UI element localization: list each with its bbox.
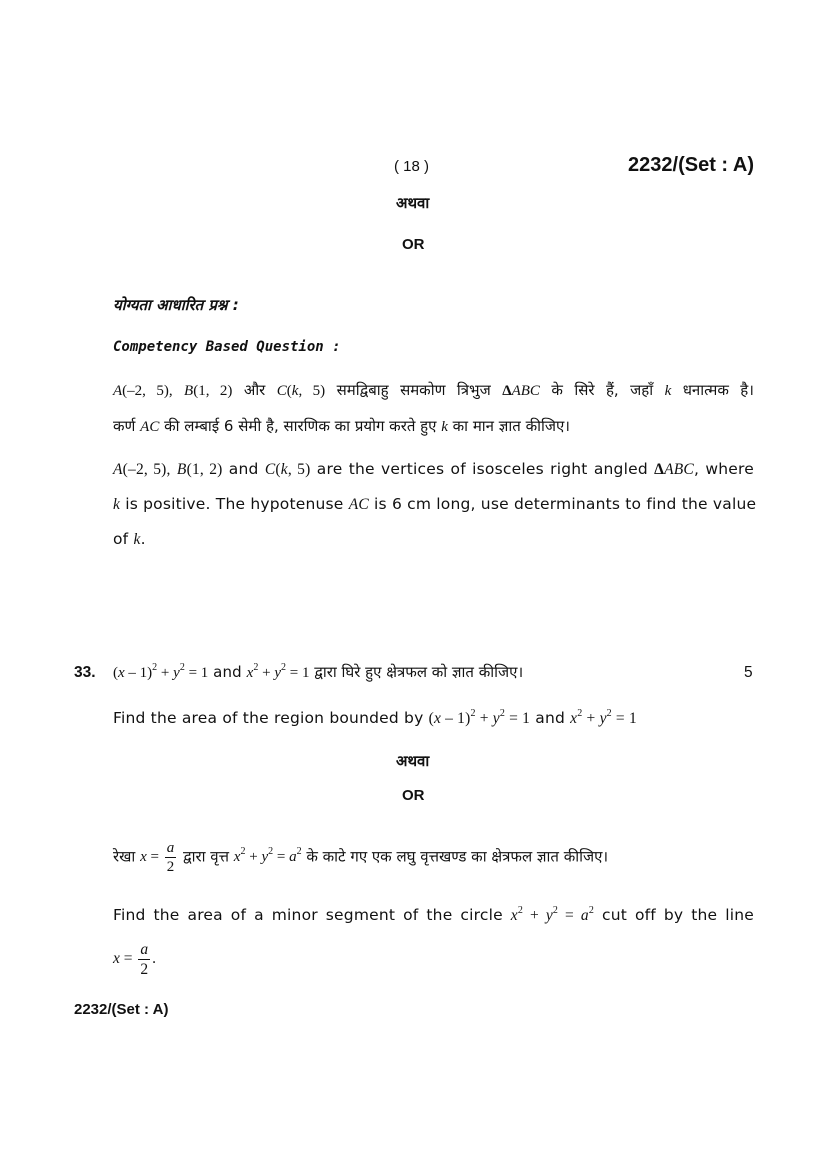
competency-heading-hindi: योग्यता आधारित प्रश्न : — [113, 296, 239, 314]
q33-marks: 5 — [744, 664, 753, 681]
q32-hindi-end-1: धनात्मक है। — [682, 381, 754, 399]
competency-heading-english: Competency Based Question : — [113, 339, 341, 355]
q32-hindi-line-2: कर्ण AC की लम्बाई 6 सेमी है, सारणिक का प्रयोग करते हुए k का मान ज्ञात कीजिए। — [113, 417, 570, 435]
q32-english-end-1: , where — [693, 460, 754, 478]
q32-english-2a: is positive. The hypotenuse — [125, 495, 344, 513]
q33-alt-hindi-b: द्वारा वृत्त — [183, 847, 230, 866]
q33-and-1: and — [213, 663, 242, 681]
q32-hindi-2b: की लम्बाई 6 सेमी है, सारणिक का प्रयोग करते हुए — [164, 417, 437, 435]
q33-and-2: and — [535, 709, 566, 727]
q32-english-line-1: A(–2, 5), B(1, 2) and C(k, 5) are the vertices of isosceles right angled ΔABC, where — [113, 460, 754, 478]
q33-alt-english-line-1: Find the area of a minor segment of the circle $x^2 + y^2 = a^2$ cut off by the line — [113, 905, 755, 924]
q33-alt-english-line-2: x = $\frac{a}{2}$ . — [113, 941, 157, 978]
q33-hindi-line: $(x - 1)^2 + y^2 = 1$ and $x^2 + y^2 = 1$ द्वारा घिरे हुए क्षेत्रफल को ज्ञात कीजिए। — [113, 662, 524, 681]
q33-english-text: Find the area of the region bounded by — [113, 709, 424, 727]
page-number: ( 18 ) — [394, 158, 430, 175]
q33-alt-english-a: Find the area of a minor segment of the circle — [113, 906, 503, 924]
question-number-33: 33. — [74, 664, 96, 681]
q33-hindi-tail: द्वारा घिरे हुए क्षेत्रफल को ज्ञात कीजिए। — [314, 663, 524, 681]
q32-hindi-text-1: समद्विबाहु समकोण त्रिभुज — [336, 381, 491, 399]
or-hindi-1: अथवा — [396, 194, 430, 212]
q32-hindi-tail-1: के सिरे हैं, जहाँ — [551, 381, 654, 399]
q32-english-line-3: of k. — [113, 530, 146, 548]
paper-code-footer: 2232/(Set : A) — [74, 1001, 169, 1018]
q33-english-line: Find the area of the region bounded by $(x - 1)^2 + y^2 = 1$ and $x^2 + y^2 = 1$ — [113, 708, 637, 727]
q33-alt-english-b: cut off by the line — [601, 906, 755, 924]
q32-english-3: of — [113, 530, 129, 548]
or-english-1: OR — [402, 236, 425, 253]
q33-alt-hindi-a: रेखा — [113, 847, 136, 866]
q33-alt-hindi-line: रेखा x = $\frac{a}{2}$ द्वारा वृत्त $x^2 + y^2 = a^2$ के काटे गए एक लघु वृत्तखण्ड का क्षेत्रफल ज्ञात कीजिए। — [113, 840, 609, 875]
paper-code-header: 2232/(Set : A) — [628, 154, 754, 176]
q32-hindi-2a: कर्ण — [113, 417, 136, 435]
or-english-2: OR — [402, 787, 425, 804]
q33-alt-hindi-c: के काटे गए एक लघु वृत्तखण्ड का क्षेत्रफल ज्ञात कीजिए। — [306, 847, 609, 866]
or-hindi-2: अथवा — [396, 752, 430, 770]
q32-english-line-2: k is positive. The hypotenuse AC is 6 cm long, use determinants to find the value — [113, 495, 757, 513]
q32-hindi-2c: का मान ज्ञात कीजिए। — [452, 417, 570, 435]
q32-english-2b: is 6 cm long, use determinants to find the value — [374, 495, 757, 513]
q32-english-tail-1: are the vertices of isosceles right angled — [316, 460, 648, 478]
q32-hindi-line-1: A(–2, 5), B(1, 2) और C(k, 5) समद्विबाहु समकोण त्रिभुज ΔABC के सिरे हैं, जहाँ k धनात्मक है। — [113, 381, 754, 399]
